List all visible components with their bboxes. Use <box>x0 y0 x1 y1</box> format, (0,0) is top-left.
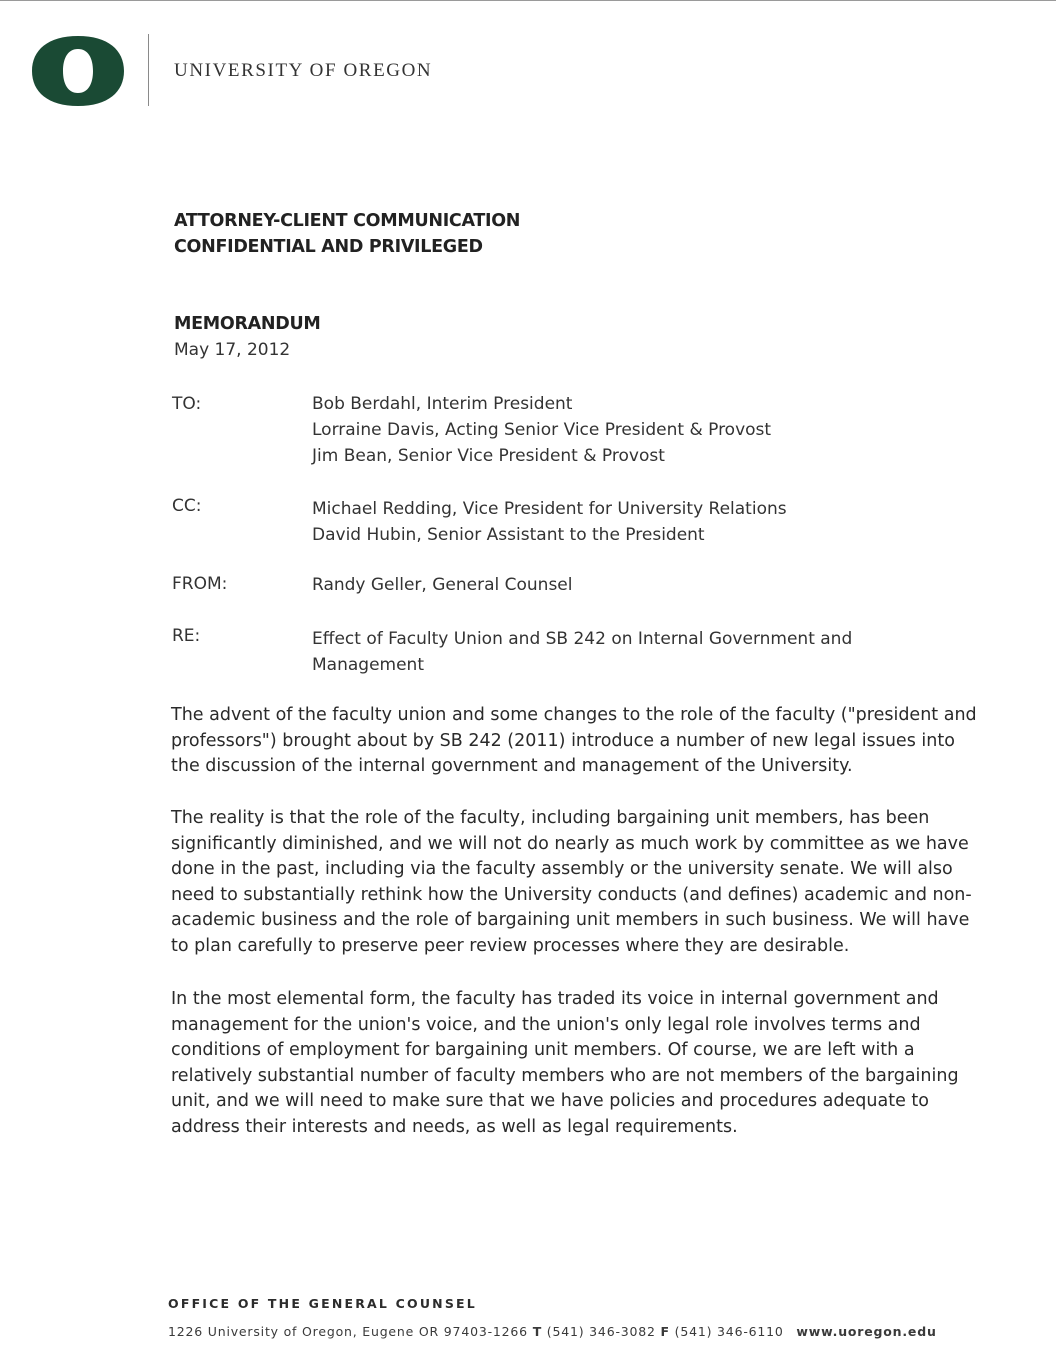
to-recipient: Jim Bean, Senior Vice President & Provost <box>312 446 665 466</box>
paragraph-line: professors") brought about by SB 242 (2011) introduce a number of new legal issues into <box>171 730 955 751</box>
footer-fax-label: F <box>660 1324 670 1339</box>
footer-office-name: OFFICE OF THE GENERAL COUNSEL <box>168 1296 477 1311</box>
body-paragraph-2 <box>171 806 971 959</box>
body-paragraph-1 <box>171 703 977 780</box>
footer-phone-label: T <box>532 1324 543 1339</box>
from-value: Randy Geller, General Counsel <box>312 575 573 595</box>
footer-contact <box>168 1324 937 1339</box>
paragraph-line: academic business and the role of bargaining unit members in such business. We will have <box>171 910 970 930</box>
top-rule <box>0 0 1056 1</box>
cc-recipient: David Hubin, Senior Assistant to the President <box>312 525 705 545</box>
re-line: Management <box>312 655 424 675</box>
paragraph-line: conditions of employment for bargaining unit members. Of course, we are left with a <box>171 1040 915 1060</box>
paragraph-line: address their interests and needs, as well as legal requirements. <box>171 1116 738 1137</box>
cc-recipient: Michael Redding, Vice President for University Relations <box>312 499 787 519</box>
body-paragraph-3 <box>171 987 971 1140</box>
memo-date: May 17, 2012 <box>174 340 291 360</box>
to-recipients <box>312 391 771 469</box>
cc-recipients <box>312 496 787 548</box>
from-label: FROM: <box>172 574 228 594</box>
paragraph-line: The reality is that the role of the faculty, including bargaining unit members, has been <box>171 808 930 828</box>
paragraph-line: The advent of the faculty union and some changes to the role of the faculty ("president and <box>171 705 977 725</box>
re-line: Effect of Faculty Union and SB 242 on Internal Government and <box>312 629 853 649</box>
logo-divider <box>148 34 149 106</box>
confidential-heading: CONFIDENTIAL AND PRIVILEGED <box>174 237 483 257</box>
paragraph-line: the discussion of the internal government and management of the University. <box>171 756 853 776</box>
to-label: TO: <box>172 394 202 414</box>
paragraph-line: done in the past, including via the faculty assembly or the university senate. We will also <box>171 859 953 879</box>
footer-website-link[interactable]: www.uoregon.edu <box>796 1324 937 1339</box>
re-subject <box>312 626 852 678</box>
paragraph-line: need to substantially rethink how the University conducts (and defines) academic and non- <box>171 884 972 905</box>
to-recipient: Bob Berdahl, Interim President <box>312 394 573 414</box>
oregon-o-logo-icon <box>30 34 126 108</box>
paragraph-line: to plan carefully to preserve peer review processes where they are desirable. <box>171 935 850 956</box>
memorandum-title: MEMORANDUM <box>174 314 321 334</box>
footer-address: 1226 University of Oregon, Eugene OR 97403-1266 <box>168 1324 528 1339</box>
cc-label: CC: <box>172 496 202 516</box>
paragraph-line: management for the union's voice, and the union's only legal role involves terms and <box>171 1014 921 1035</box>
paragraph-line: In the most elemental form, the faculty has traded its voice in internal government and <box>171 989 939 1009</box>
logo-o-shape <box>32 36 124 106</box>
from-sender <box>312 572 572 598</box>
attorney-client-heading: ATTORNEY-CLIENT COMMUNICATION <box>174 211 521 231</box>
university-name: UNIVERSITY OF OREGON <box>174 60 433 81</box>
footer-phone: (541) 346-3082 <box>546 1324 656 1339</box>
to-recipient: Lorraine Davis, Acting Senior Vice President & Provost <box>312 420 772 440</box>
paragraph-line: significantly diminished, and we will not do nearly as much work by committee as we have <box>171 833 969 854</box>
re-label: RE: <box>172 626 201 646</box>
paragraph-line: relatively substantial number of faculty members who are not members of the bargaining <box>171 1065 959 1086</box>
footer-fax: (541) 346-6110 <box>674 1324 784 1339</box>
paragraph-line: unit, and we will need to make sure that we have policies and procedures adequate to <box>171 1091 929 1111</box>
